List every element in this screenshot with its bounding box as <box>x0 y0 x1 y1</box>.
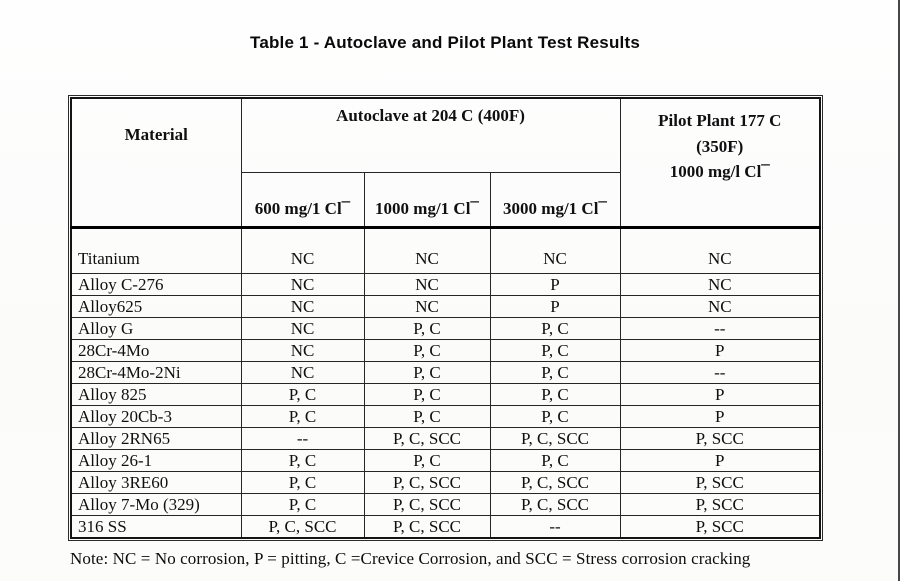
result-cell: P, C <box>490 318 620 340</box>
header-material: Material <box>71 98 241 228</box>
result-cell: P, C <box>241 494 364 516</box>
material-cell: 28Cr-4Mo-2Ni <box>71 362 241 384</box>
result-cell: NC <box>620 274 820 296</box>
material-cell: Alloy 20Cb-3 <box>71 406 241 428</box>
table-row <box>71 274 820 296</box>
table-row <box>71 428 820 450</box>
result-cell: NC <box>241 274 364 296</box>
table-row <box>71 406 820 428</box>
result-cell: P, C <box>364 384 490 406</box>
material-cell: Alloy 26-1 <box>71 450 241 472</box>
result-cell: P, C <box>241 406 364 428</box>
result-cell: P, C, SCC <box>490 472 620 494</box>
result-cell: P <box>620 340 820 362</box>
table-row <box>71 450 820 472</box>
result-cell: P, C <box>241 450 364 472</box>
result-cell: P, C, SCC <box>490 494 620 516</box>
result-cell: NC <box>241 228 364 274</box>
table-row <box>71 340 820 362</box>
result-cell: P, C, SCC <box>241 516 364 539</box>
results-table-frame <box>68 95 823 541</box>
result-cell: P, C <box>490 340 620 362</box>
result-cell: P, C <box>490 406 620 428</box>
subheader-1000: 1000 mg/1 Cl¯ <box>364 173 490 228</box>
result-cell: P, SCC <box>620 472 820 494</box>
result-cell: P, C, SCC <box>490 428 620 450</box>
table-row <box>71 494 820 516</box>
pilot-header-line1: Pilot Plant 177 C <box>658 111 782 130</box>
material-cell: Titanium <box>71 228 241 274</box>
result-cell: NC <box>241 340 364 362</box>
material-cell: Alloy 3RE60 <box>71 472 241 494</box>
result-cell: -- <box>620 362 820 384</box>
result-cell: P, C <box>364 362 490 384</box>
pilot-header-line2: (350F) <box>696 136 744 156</box>
result-cell: -- <box>620 318 820 340</box>
result-cell: NC <box>241 318 364 340</box>
result-cell: NC <box>364 296 490 318</box>
result-cell: P <box>620 406 820 428</box>
material-cell: Alloy 7-Mo (329) <box>71 494 241 516</box>
table-row <box>71 228 820 274</box>
result-cell: P, C <box>490 450 620 472</box>
result-cell: P <box>490 296 620 318</box>
table-title: Table 1 - Autoclave and Pilot Plant Test Results <box>250 33 640 52</box>
material-cell: Alloy625 <box>71 296 241 318</box>
result-cell: P, C, SCC <box>364 428 490 450</box>
result-cell: P, C <box>241 384 364 406</box>
table-row <box>71 384 820 406</box>
result-cell: NC <box>620 296 820 318</box>
result-cell: -- <box>241 428 364 450</box>
result-cell: P <box>620 450 820 472</box>
table-row <box>71 362 820 384</box>
table-row <box>71 318 820 340</box>
subheader-3000: 3000 mg/1 Cl¯ <box>490 173 620 228</box>
subheader-600: 600 mg/1 Cl¯ <box>241 173 364 228</box>
result-cell: P, C <box>364 340 490 362</box>
material-cell: Alloy 825 <box>71 384 241 406</box>
result-cell: P, C <box>364 318 490 340</box>
material-cell: Alloy 2RN65 <box>71 428 241 450</box>
result-cell: P, C <box>490 384 620 406</box>
table-row <box>71 472 820 494</box>
material-cell: Alloy G <box>71 318 241 340</box>
result-cell: P, SCC <box>620 428 820 450</box>
result-cell: P, C <box>241 472 364 494</box>
table-row <box>71 296 820 318</box>
header-autoclave-group: Autoclave at 204 C (400F) <box>241 98 620 173</box>
material-cell: 28Cr-4Mo <box>71 340 241 362</box>
result-cell: P, C <box>364 450 490 472</box>
result-cell: P, C <box>364 406 490 428</box>
results-table <box>70 97 821 539</box>
header-row-1 <box>71 98 820 173</box>
result-cell: -- <box>490 516 620 539</box>
result-cell: P, SCC <box>620 516 820 539</box>
result-cell: P, SCC <box>620 494 820 516</box>
result-cell: P <box>490 274 620 296</box>
result-cell: P <box>620 384 820 406</box>
result-cell: P, C, SCC <box>364 516 490 539</box>
header-pilot-plant <box>620 98 820 228</box>
footnote: Note: NC = No corrosion, P = pitting, C =Crevice Corrosion, and SCC = Stress corrosion cracking <box>70 549 751 568</box>
result-cell: P, C, SCC <box>364 494 490 516</box>
pilot-header-line3: 1000 mg/l Cl¯ <box>669 162 770 181</box>
result-cell: NC <box>241 296 364 318</box>
result-cell: NC <box>364 228 490 274</box>
result-cell: P, C, SCC <box>364 472 490 494</box>
material-cell: Alloy C-276 <box>71 274 241 296</box>
result-cell: NC <box>241 362 364 384</box>
result-cell: NC <box>364 274 490 296</box>
result-cell: P, C <box>490 362 620 384</box>
result-cell: NC <box>620 228 820 274</box>
result-cell: NC <box>490 228 620 274</box>
material-cell: 316 SS <box>71 516 241 539</box>
table-row <box>71 516 820 539</box>
